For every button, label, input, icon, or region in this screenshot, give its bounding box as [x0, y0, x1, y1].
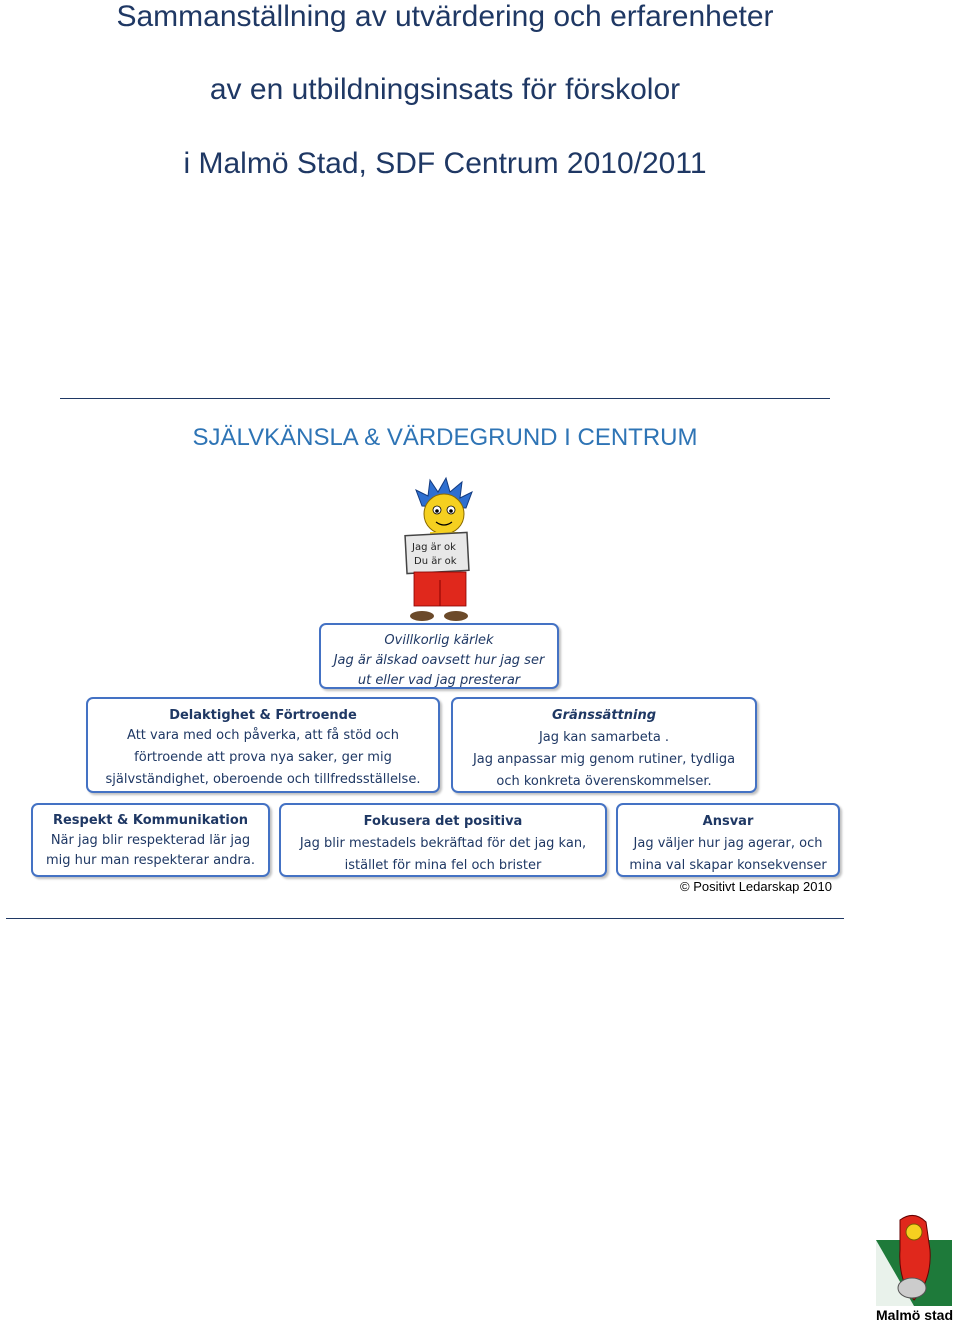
title-line-1: Sammanställning av utvärdering och erfarenheter — [116, 0, 774, 33]
box-heading: Respekt & Kommunikation — [52, 813, 249, 828]
box-line: självständighet, oberoende och tillfredsställelse. — [105, 772, 421, 787]
title-line-3: i Malmö Stad, SDF Centrum 2010/2011 — [183, 147, 707, 180]
copyright-notice: © Positivt Ledarskap 2010 — [680, 879, 832, 894]
sign-line-1: Jag är ok — [412, 542, 456, 553]
box-line: ut eller vad jag presterar — [357, 673, 521, 688]
box-line: Att vara med och påverka, att få stöd och — [127, 728, 399, 743]
box-line: Jag kan samarbeta . — [538, 730, 670, 745]
divider-bottom — [6, 918, 844, 919]
sign-line-2: Du är ok — [414, 556, 457, 567]
box-line: Jag blir mestadels bekräftad för det jag kan, — [299, 836, 587, 851]
box-line: Jag är älskad oavsett hur jag ser — [333, 653, 545, 668]
box-line: mina val skapar konsekvenser — [629, 858, 827, 873]
box-line: istället för mina fel och brister — [344, 858, 542, 873]
box-focus-positive — [279, 803, 607, 877]
box-line: mig hur man respekterar andra. — [45, 853, 255, 868]
box-line: och konkreta överenskommelser. — [496, 774, 712, 789]
title-line-2: av en utbildningsinsats för förskolor — [209, 73, 681, 106]
divider-top — [60, 398, 830, 399]
box-respect-communication — [31, 803, 270, 877]
box-participation-trust — [86, 697, 440, 793]
box-unconditional-love — [319, 623, 559, 689]
box-responsibility — [616, 803, 840, 877]
subtitle: SJÄLVKÄNSLA & VÄRDEGRUND I CENTRUM — [192, 424, 698, 451]
box-heading: Ansvar — [702, 814, 754, 829]
box-line: När jag blir respekterad lär jag — [50, 833, 251, 848]
logo-text: Malmö stad — [876, 1307, 954, 1323]
box-line: Jag anpassar mig genom rutiner, tydliga — [472, 752, 736, 767]
mascot-illustration — [400, 476, 490, 624]
box-boundary-setting — [451, 697, 757, 793]
box-line: förtroende att prova nya saker, ger mig — [134, 750, 392, 765]
box-heading: Delaktighet & Förtroende — [169, 708, 357, 723]
box-heading: Gränssättning — [551, 708, 657, 723]
box-heading: Ovillkorlig kärlek — [384, 633, 494, 648]
box-line: Jag väljer hur jag agerar, och — [633, 836, 823, 851]
box-heading: Fokusera det positiva — [363, 814, 523, 829]
